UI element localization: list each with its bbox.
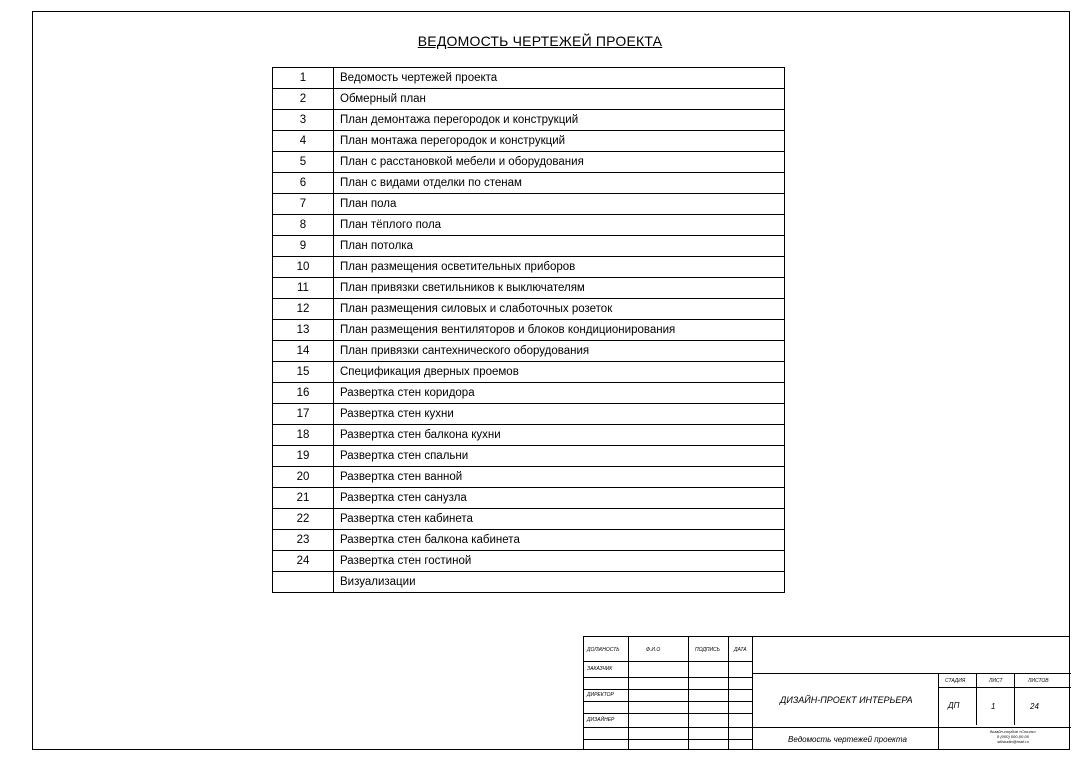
- stamp-col-date: ДАТА: [734, 647, 747, 653]
- row-number: 5: [273, 152, 334, 173]
- table-row: [273, 572, 785, 593]
- row-name: Развертка стен кабинета: [334, 509, 785, 530]
- row-name: План размещения вентиляторов и блоков кондиционирования: [334, 320, 785, 341]
- stamp-role-customer: ЗАКАЗЧИК: [587, 666, 613, 672]
- table-row: [273, 320, 785, 341]
- row-name: Спецификация дверных проемов: [334, 362, 785, 383]
- row-number: 14: [273, 341, 334, 362]
- row-name: Визуализации: [334, 572, 785, 593]
- table-row: [273, 194, 785, 215]
- row-name: Ведомость чертежей проекта: [334, 68, 785, 89]
- row-name: План с расстановкой мебели и оборудования: [334, 152, 785, 173]
- stamp-divider: [584, 713, 752, 714]
- row-name: План пола: [334, 194, 785, 215]
- table-row: [273, 404, 785, 425]
- row-number: [273, 572, 334, 593]
- stamp-studio-phone: 8 (000) 000-00-00: [996, 734, 1030, 739]
- row-name: План размещения осветительных приборов: [334, 257, 785, 278]
- row-name: План с видами отделки по стенам: [334, 173, 785, 194]
- drawings-table: [272, 67, 785, 593]
- table-row: [273, 551, 785, 572]
- row-number: 15: [273, 362, 334, 383]
- stamp-sheet-value: 1: [991, 702, 996, 711]
- row-number: 6: [273, 173, 334, 194]
- row-name: Развертка стен санузла: [334, 488, 785, 509]
- stamp-divider: [628, 637, 629, 749]
- table-row: [273, 446, 785, 467]
- stamp-divider: [584, 661, 752, 662]
- row-number: 17: [273, 404, 334, 425]
- table-row: [273, 173, 785, 194]
- table-row: [273, 257, 785, 278]
- row-number: 7: [273, 194, 334, 215]
- table-row: [273, 509, 785, 530]
- row-name: Развертка стен гостиной: [334, 551, 785, 572]
- stamp-divider: [584, 677, 752, 678]
- stamp-sheets-value: 24: [1030, 702, 1039, 711]
- row-number: 3: [273, 110, 334, 131]
- row-number: 1: [273, 68, 334, 89]
- stamp-col-name: Ф.И.О: [646, 647, 661, 653]
- row-name: План привязки светильников к выключателям: [334, 278, 785, 299]
- row-number: 9: [273, 236, 334, 257]
- row-number: 16: [273, 383, 334, 404]
- table-row: [273, 362, 785, 383]
- table-row: [273, 467, 785, 488]
- row-number: 22: [273, 509, 334, 530]
- stamp-divider: [752, 727, 1071, 728]
- row-name: Развертка стен кухни: [334, 404, 785, 425]
- table-row: [273, 152, 785, 173]
- row-number: 11: [273, 278, 334, 299]
- stamp-divider: [584, 739, 752, 740]
- table-row: [273, 215, 785, 236]
- row-name: План размещения силовых и слаботочных розеток: [334, 299, 785, 320]
- stamp-studio-email: stilstudio@mail.ru: [997, 739, 1029, 744]
- stamp-divider: [728, 637, 729, 749]
- stamp-studio-info: [958, 729, 1068, 744]
- stamp-divider: [938, 687, 1071, 688]
- row-number: 10: [273, 257, 334, 278]
- stamp-studio-name: дизайн-студия «Стиль»: [989, 729, 1037, 734]
- stamp-divider: [1014, 673, 1015, 725]
- row-number: 23: [273, 530, 334, 551]
- table-row: [273, 530, 785, 551]
- table-row: [273, 110, 785, 131]
- row-name: План привязки сантехнического оборудования: [334, 341, 785, 362]
- row-number: 12: [273, 299, 334, 320]
- row-number: 2: [273, 89, 334, 110]
- row-name: Развертка стен балкона кабинета: [334, 530, 785, 551]
- stamp-stage-label: СТАДИЯ: [945, 678, 966, 684]
- row-name: План демонтажа перегородок и конструкций: [334, 110, 785, 131]
- row-name: Развертка стен коридора: [334, 383, 785, 404]
- row-number: 8: [273, 215, 334, 236]
- title-block: [583, 636, 1070, 750]
- stamp-divider: [976, 673, 977, 725]
- row-name: План потолка: [334, 236, 785, 257]
- row-name: Развертка стен ванной: [334, 467, 785, 488]
- stamp-divider: [752, 637, 753, 749]
- row-name: Обмерный план: [334, 89, 785, 110]
- stamp-role-designer: ДИЗАЙНЕР: [587, 717, 615, 723]
- row-number: 20: [273, 467, 334, 488]
- table-row: [273, 425, 785, 446]
- table-row: [273, 299, 785, 320]
- row-name: План тёплого пола: [334, 215, 785, 236]
- row-name: Развертка стен балкона кухни: [334, 425, 785, 446]
- table-row: [273, 341, 785, 362]
- table-row: [273, 488, 785, 509]
- row-number: 13: [273, 320, 334, 341]
- stamp-divider: [584, 701, 752, 702]
- stamp-col-signature: ПОДПИСЬ: [695, 647, 720, 653]
- stamp-role-director: ДИРЕКТОР: [587, 692, 614, 698]
- table-row: [273, 278, 785, 299]
- stamp-sheet-label: ЛИСТ: [989, 678, 1003, 684]
- table-row: [273, 383, 785, 404]
- row-number: 18: [273, 425, 334, 446]
- row-number: 4: [273, 131, 334, 152]
- table-row: [273, 131, 785, 152]
- row-number: 24: [273, 551, 334, 572]
- table-row: [273, 68, 785, 89]
- stamp-divider: [584, 727, 752, 728]
- stamp-stage-value: ДП: [948, 701, 960, 710]
- stamp-divider: [584, 689, 752, 690]
- row-name: Развертка стен спальни: [334, 446, 785, 467]
- row-number: 19: [273, 446, 334, 467]
- stamp-divider: [938, 673, 939, 749]
- stamp-project-title: ДИЗАЙН-ПРОЕКТ ИНТЕРЬЕРА: [780, 695, 913, 705]
- page-title: ВЕДОМОСТЬ ЧЕРТЕЖЕЙ ПРОЕКТА: [417, 33, 663, 49]
- stamp-col-position: ДОЛЖНОСТЬ: [587, 647, 620, 653]
- stamp-divider: [688, 637, 689, 749]
- stamp-sheet-title: Ведомость чертежей проекта: [788, 735, 907, 744]
- table-row: [273, 236, 785, 257]
- row-number: 21: [273, 488, 334, 509]
- stamp-divider: [752, 673, 1071, 674]
- row-name: План монтажа перегородок и конструкций: [334, 131, 785, 152]
- stamp-sheets-label: ЛИСТОВ: [1028, 678, 1049, 684]
- table-row: [273, 89, 785, 110]
